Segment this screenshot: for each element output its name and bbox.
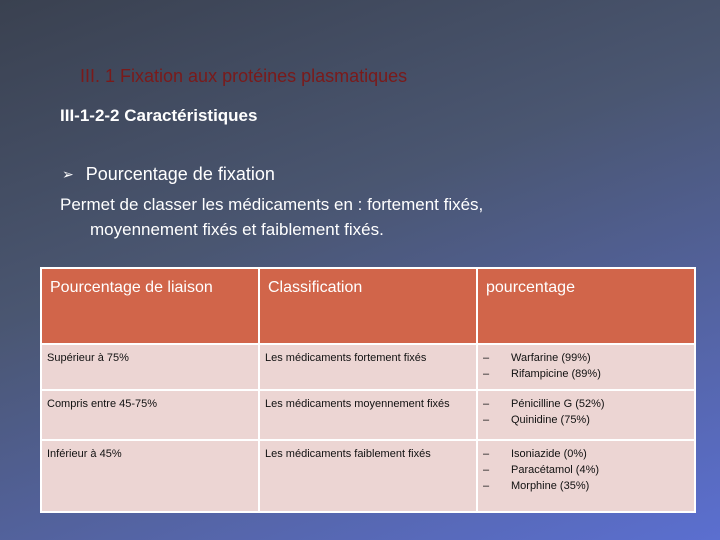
table-row [41, 390, 695, 440]
classification-table [40, 267, 696, 513]
cell-classification: Les médicaments faiblement fixés [259, 440, 477, 512]
paragraph-line-1: Permet de classer les médicaments en : fortement fixés, [60, 195, 484, 214]
example-item: – Morphine (35%) [483, 480, 590, 492]
description-paragraph [60, 192, 620, 242]
table-row [41, 440, 695, 512]
bullet-item [62, 164, 275, 185]
paragraph-line-2: moyennement fixés et faiblement fixés. [90, 220, 384, 239]
cell-examples [477, 440, 695, 512]
cell-liaison: Compris entre 45-75% [41, 390, 259, 440]
example-item: – Warfarine (99%) [483, 352, 591, 364]
slide-title: III. 1 Fixation aux protéines plasmatiques [80, 66, 408, 86]
header-liaison: Pourcentage de liaison [41, 268, 259, 344]
cell-examples [477, 390, 695, 440]
example-item: – Paracétamol (4%) [483, 464, 600, 476]
example-item: – Pénicilline G (52%) [483, 398, 605, 410]
cell-liaison: Supérieur à 75% [41, 344, 259, 390]
table-row [41, 344, 695, 390]
section-subtitle: III-1-2-2 Caractéristiques [60, 106, 258, 125]
cell-classification: Les médicaments fortement fixés [259, 344, 477, 390]
header-classification: Classification [259, 268, 477, 344]
example-item: – Isoniazide (0%) [483, 448, 587, 460]
example-item: – Quinidine (75%) [483, 414, 590, 426]
bullet-text: Pourcentage de fixation [85, 164, 275, 184]
cell-classification: Les médicaments moyennement fixés [259, 390, 477, 440]
cell-examples [477, 344, 695, 390]
example-item: – Rifampicine (89%) [483, 368, 601, 380]
cell-liaison: Inférieur à 45% [41, 440, 259, 512]
table-header-row [41, 268, 695, 344]
header-pourcentage: pourcentage [477, 268, 695, 344]
arrow-bullet-icon: ➢ [62, 166, 74, 182]
